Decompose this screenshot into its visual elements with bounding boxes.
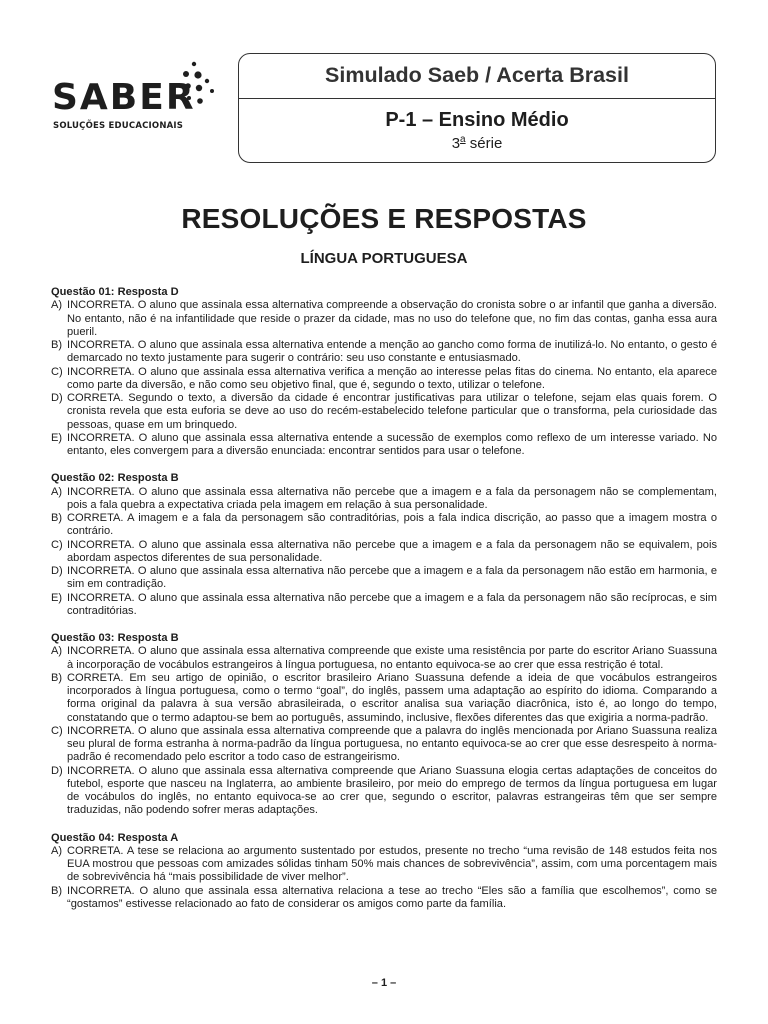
answer-letter: D) <box>51 392 63 404</box>
answer-item <box>51 432 717 459</box>
logo-wordmark: SABER <box>52 77 196 118</box>
answer-letter: C) <box>51 365 63 378</box>
page-title: RESOLUÇÕES E RESPOSTAS <box>181 203 587 234</box>
serie-ordinal: a <box>460 134 466 145</box>
answers-content <box>51 286 717 925</box>
answer-letter: D) <box>51 565 63 577</box>
answer-item <box>51 725 717 765</box>
question-block <box>51 472 717 618</box>
answer-text: CORRETA. A imagem e a fala da personagem são contraditórias, pois a fala indica discrição, ao passo que a imagem mostra o contrário. <box>67 512 717 538</box>
saber-logo <box>52 58 242 138</box>
answer-letter: E) <box>51 431 63 444</box>
answer-item <box>51 885 717 912</box>
question-block <box>51 286 717 458</box>
answer-text: INCORRETA. O aluno que assinala essa alternativa relaciona a tese ao trecho “Eles são a família que escolhemos”, como se “gostamos” estivesse relacionado ao fato de considerar os amigos como parte da família. <box>67 884 717 910</box>
answer-letter: B) <box>51 339 63 351</box>
answer-item <box>51 845 717 885</box>
answer-item <box>51 486 717 513</box>
answer-letter: B) <box>51 884 63 897</box>
answer-letter: A) <box>51 485 63 498</box>
answer-item <box>51 392 717 432</box>
header-title: Simulado Saeb / Acerta Brasil <box>325 63 629 87</box>
answer-letter: B) <box>51 512 63 524</box>
header-serie <box>239 134 715 152</box>
answer-letter: C) <box>51 724 63 737</box>
answer-text: INCORRETA. O aluno que assinala essa alternativa não percebe que a imagem e a fala da personagem não se equivalem, pois abordam aspectos diferentes de sua personalidade. <box>67 538 717 564</box>
answer-text: INCORRETA. O aluno que assinala essa alternativa verifica a menção ao interesse pelas fitas do cinema. No entanto, ela aparece como parte da diversão, e não como seu objetivo final, que é, segundo o texto, utilizar o telefone. <box>67 365 717 391</box>
answer-letter: A) <box>51 645 63 658</box>
answer-letter: A) <box>51 299 63 312</box>
answer-item <box>51 765 717 818</box>
answer-item <box>51 512 717 539</box>
answer-text: CORRETA. Segundo o texto, a diversão da cidade é encontrar justificativas para utilizar o telefone, sejam elas quais forem. O cronista revela que esta euforia se deve ao uso do recém-estabelecido telefone particular que o transforma, pela curiosidade das pessoas, quase em um brinquedo. <box>67 392 717 431</box>
answer-item <box>51 672 717 725</box>
answer-text: INCORRETA. O aluno que assinala essa alternativa compreende que a palavra do inglês mencionada por Ariano Suassuna realiza seu plural de forma estranha à norma-padrão da língua portuguesa, no entanto equivoca-se ao crer que esse desrespeito à norma-padrão é recomendado pelo escritor a todo caso de estrangeirismo. <box>67 724 717 764</box>
answer-text: INCORRETA. O aluno que assinala essa alternativa não percebe que a imagem e a fala da personagem não são recíprocas, e sim contraditórias. <box>67 591 717 617</box>
serie-label: série <box>465 135 503 152</box>
answer-letter: D) <box>51 764 63 777</box>
answer-text: INCORRETA. O aluno que assinala essa alternativa não percebe que a imagem e a fala da personagem não se complementam, pois a fala quebra a expectativa criada pela imagem em relação à sua personalidade. <box>67 485 717 511</box>
serie-number: 3 <box>451 135 461 152</box>
answer-letter: C) <box>51 538 63 551</box>
answer-text: INCORRETA. O aluno que assinala essa alternativa entende a menção ao gancho como forma de inutilizá-lo. No entanto, o gesto é demarcado no texto justamente para sugerir o contrário: seu uso constante e entusiasmado. <box>67 339 717 365</box>
answer-item <box>51 299 717 339</box>
question-title: Questão 02: Resposta B <box>51 472 179 485</box>
answer-item <box>51 565 717 592</box>
logo-tagline: SOLUÇÕES EDUCACIONAIS <box>53 121 184 131</box>
answer-item <box>51 539 717 566</box>
question-block <box>51 832 717 912</box>
answer-letter: B) <box>51 671 63 684</box>
answer-text: INCORRETA. O aluno que assinala essa alternativa compreende que existe uma resistência por parte do escritor Ariano Suassuna à incorporação de vocábulos estrangeiros à língua portuguesa, no entanto equivoca-se ao crer que essa restrição é total. <box>67 645 717 671</box>
answer-letter: A) <box>51 844 63 857</box>
answer-text: INCORRETA. O aluno que assinala essa alternativa compreende que Ariano Suassuna elogia certas adaptações de conceitos do futebol, esporte que nasceu na Inglaterra, ao ambiente brasileiro, por meio do emprego de termos da língua portuguesa em lugar de vocábulos do inglês, no entanto equivoca-se ao crer que, segundo o escritor, palavras estrangeiras têm que ser sempre traduzidas, não podendo sofrer meras adaptações. <box>67 764 717 817</box>
header-subtitle: P-1 – Ensino Médio <box>385 109 569 131</box>
answer-item <box>51 645 717 672</box>
header-divider <box>239 98 715 99</box>
answer-text: INCORRETA. O aluno que assinala essa alternativa não percebe que a imagem e a fala da personagem não estão em harmonia, e sim em contradição. <box>67 565 717 591</box>
question-title: Questão 01: Resposta D <box>51 286 179 298</box>
question-title: Questão 03: Resposta B <box>51 632 179 644</box>
header-box <box>238 53 716 163</box>
answer-item <box>51 366 717 393</box>
answer-text: CORRETA. A tese se relaciona ao argumento sustentado por estudos, presente no trecho “uma revisão de 148 estudos feita nos EUA mostrou que pessoas com amizades sólidas tinham 50% mais chances de sobrevivência”, assim, com uma porcentagem mais de sobrevivência há “mais possibilidade de viver melhor”. <box>67 844 717 884</box>
answer-item <box>51 339 717 366</box>
question-title: Questão 04: Resposta A <box>51 831 179 844</box>
answer-text: CORRETA. Em seu artigo de opinião, o escritor brasileiro Ariano Suassuna defende a ideia de que vocábulos estrangeiros incorporados à língua portuguesa, como o termo “goal”, do inglês, passem uma adaptação ao espírito do idioma. Comparando a forma original da palavra à sua versão abrasileirada, o escritor analisa sua variação diacrônica, isto é, ao longo do tempo, constatando que o termo adaptou-se bem ao português, assumindo, inclusive, flexões diferentes das que exigiria a norma-padrão. <box>67 671 717 724</box>
answer-letter: E) <box>51 591 63 604</box>
question-block <box>51 632 717 818</box>
subject-heading: LÍNGUA PORTUGUESA <box>300 250 468 267</box>
page-number: – 1 – <box>371 977 397 989</box>
answer-text: INCORRETA. O aluno que assinala essa alternativa compreende a observação do cronista sobre o ar infantil que ganha a diversão. No entanto, não é na infantilidade que reside o prazer da cidade, mas no uso do telefone que, no fim das contas, ganha essa aura pueril. <box>67 299 717 338</box>
answer-item <box>51 592 717 619</box>
answer-text: INCORRETA. O aluno que assinala essa alternativa entende a sucessão de exemplos como reflexo de um interesse variado. No entanto, eles convergem para a diversão enunciada: encontrar sentidos para usar o telefone. <box>67 431 717 457</box>
